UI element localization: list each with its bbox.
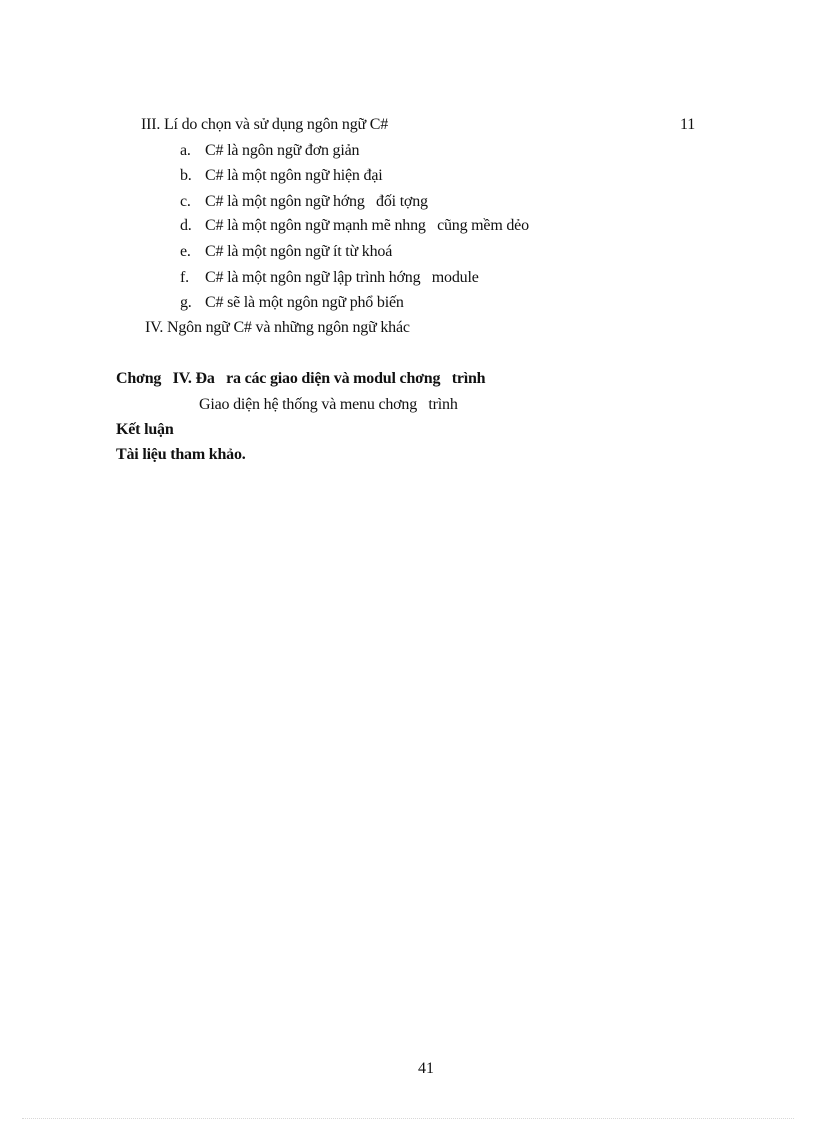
toc-item-text: C# sẽ là một ngôn ngữ phổ biến [205,294,404,311]
toc-section-iii-title: III. Lí do chọn và sử dụng ngôn ngữ C# [141,116,389,133]
toc-item-marker: c. [180,193,191,210]
toc-item-text: C# là một ngôn ngữ lập trình hớng module [205,269,479,286]
toc-item-marker: d. [180,217,192,234]
toc-references: Tài liệu tham khảo. [116,446,246,463]
toc-item-text: C# là ngôn ngữ đơn giản [205,142,360,159]
toc-item-marker: g. [180,294,192,311]
toc-item-text: C# là một ngôn ngữ mạnh mẽ nhng cũng mềm dẻo [205,217,529,234]
page-number: 41 [418,1060,434,1077]
toc-section-iv-title: IV. Ngôn ngữ C# và những ngôn ngữ khác [145,319,410,336]
page-bottom-border [22,1118,794,1119]
toc-item-marker: f. [180,269,189,286]
toc-item-text: C# là một ngôn ngữ hớng đối tợng [205,193,428,210]
toc-section-iii-page: 11 [680,116,696,133]
toc-item-marker: e. [180,243,191,260]
toc-chapter-iv-subtitle: Giao diện hệ thống và menu chơng trình [199,396,458,413]
toc-chapter-iv-title: Chơng IV. Đa ra các giao diện và modul chơng trình [116,370,486,387]
toc-conclusion: Kết luận [116,421,174,438]
toc-item-marker: a. [180,142,191,159]
toc-item-marker: b. [180,167,192,184]
toc-item-text: C# là một ngôn ngữ ít từ khoá [205,243,393,260]
toc-item-text: C# là một ngôn ngữ hiện đại [205,167,383,184]
